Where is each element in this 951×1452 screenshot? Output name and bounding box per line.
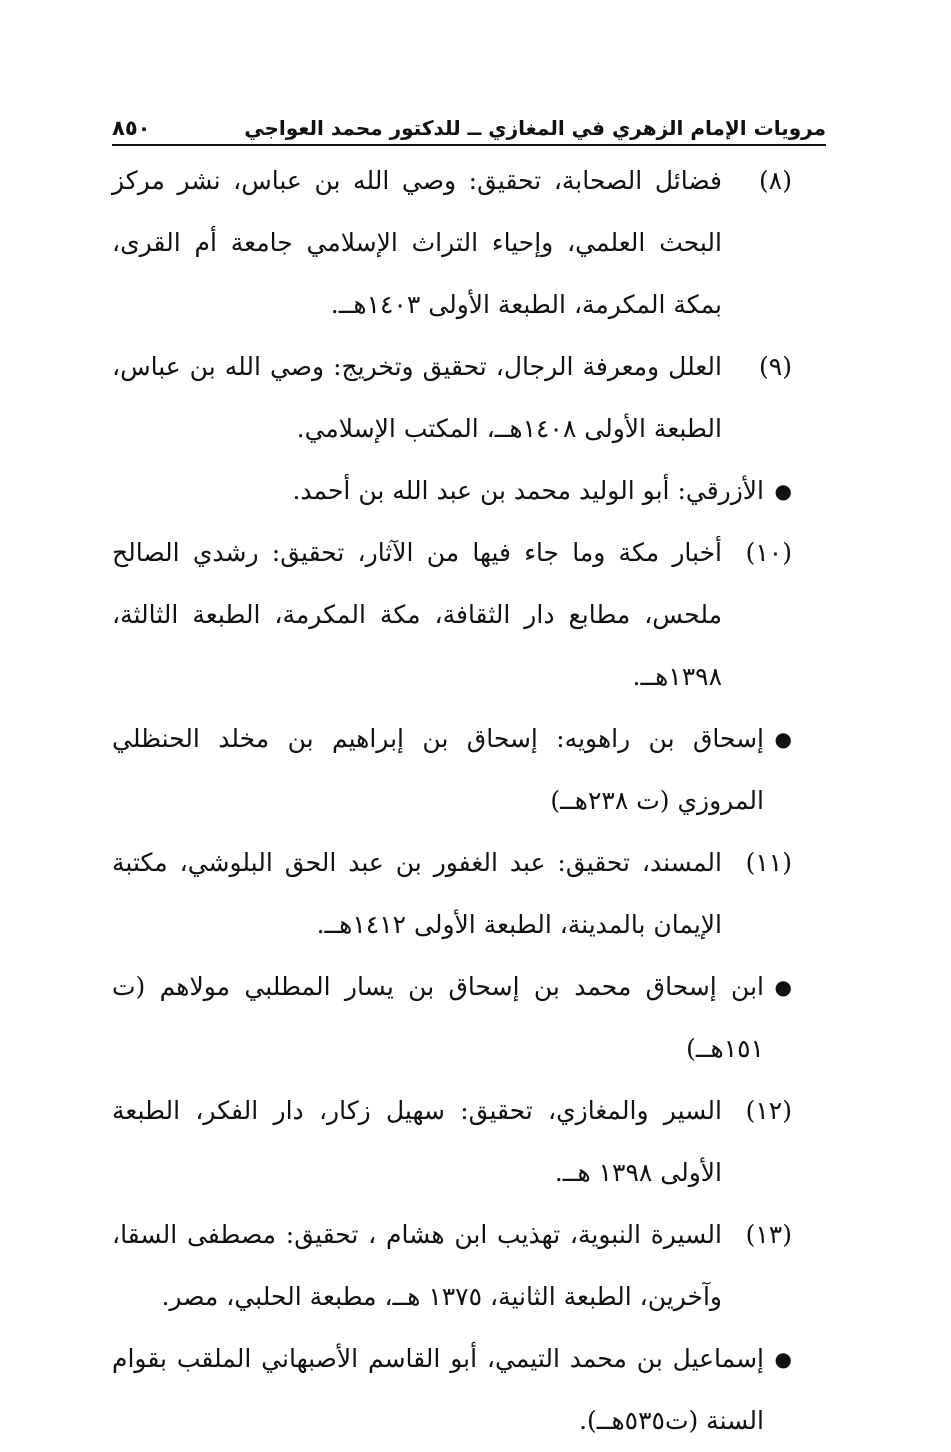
author-text: الأزرقي: أبو الوليد محمد بن عبد الله بن أحمد.	[292, 476, 764, 505]
entry-text: فضائل الصحابة، تحقيق: وصي الله بن عباس، نشر مركز البحث العلمي، وإحياء التراث الإسلامي جامعة أم القرى، بمكة المكرمة، الطبعة الأولى ١٤٠٣هــ.	[112, 166, 722, 319]
entry-9	[112, 336, 792, 460]
entry-number: (٨)	[759, 166, 792, 195]
running-header	[112, 108, 826, 146]
entry-12	[112, 1080, 792, 1204]
bullet-icon: ●	[774, 975, 792, 999]
bullet-icon: ●	[774, 727, 792, 751]
author-text: إسماعيل بن محمد التيمي، أبو القاسم الأصبهاني الملقب بقوام السنة (ت٥٣٥هــ).	[112, 1344, 764, 1435]
entry-number: (١٠)	[745, 538, 792, 567]
author-text: ابن إسحاق محمد بن إسحاق بن يسار المطلبي مولاهم (ت ١٥١هــ)	[112, 972, 764, 1063]
entry-text: العلل ومعرفة الرجال، تحقيق وتخريج: وصي الله بن عباس، الطبعة الأولى ١٤٠٨هــ، المكتب الإسلامي.	[112, 352, 722, 443]
entry-text: السيرة النبوية، تهذيب ابن هشام ، تحقيق: مصطفى السقا، وآخرين، الطبعة الثانية، ١٣٧٥ هــ، مطبعة الحلبي، مصر.	[112, 1220, 722, 1311]
author-heading-azraqi	[112, 460, 792, 522]
entry-number: (١٣)	[745, 1220, 792, 1249]
entry-13	[112, 1204, 792, 1328]
entry-text: أخبار مكة وما جاء فيها من الآثار، تحقيق: رشدي الصالح ملحس، مطابع دار الثقافة، مكة المكرمة، الطبعة الثالثة، ١٣٩٨هــ.	[112, 538, 722, 691]
author-heading-taymi	[112, 1328, 792, 1452]
bibliography-list	[112, 150, 792, 1452]
entry-number: (٩)	[759, 352, 792, 381]
entry-number: (١١)	[745, 848, 792, 877]
entry-11	[112, 832, 792, 956]
entry-number: (١٢)	[745, 1096, 792, 1125]
entry-10	[112, 522, 792, 708]
bullet-icon: ●	[774, 1347, 792, 1371]
entry-text: السير والمغازي، تحقيق: سهيل زكار، دار الفكر، الطبعة الأولى ١٣٩٨ هــ.	[112, 1096, 722, 1187]
author-heading-rahawayh	[112, 708, 792, 832]
author-heading-ibn-ishaq	[112, 956, 792, 1080]
page-number: ٨٥٠	[112, 116, 151, 140]
entry-text: المسند، تحقيق: عبد الغفور بن عبد الحق البلوشي، مكتبة الإيمان بالمدينة، الطبعة الأولى ١٤١٢هــ.	[112, 848, 722, 939]
entry-8	[112, 150, 792, 336]
bullet-icon: ●	[774, 479, 792, 503]
header-title: مرويات الإمام الزهري في المغازي ــ للدكتور محمد العواجي	[244, 116, 826, 140]
author-text: إسحاق بن راهويه: إسحاق بن إبراهيم بن مخلد الحنظلي المروزي (ت ٢٣٨هــ)	[112, 724, 764, 815]
